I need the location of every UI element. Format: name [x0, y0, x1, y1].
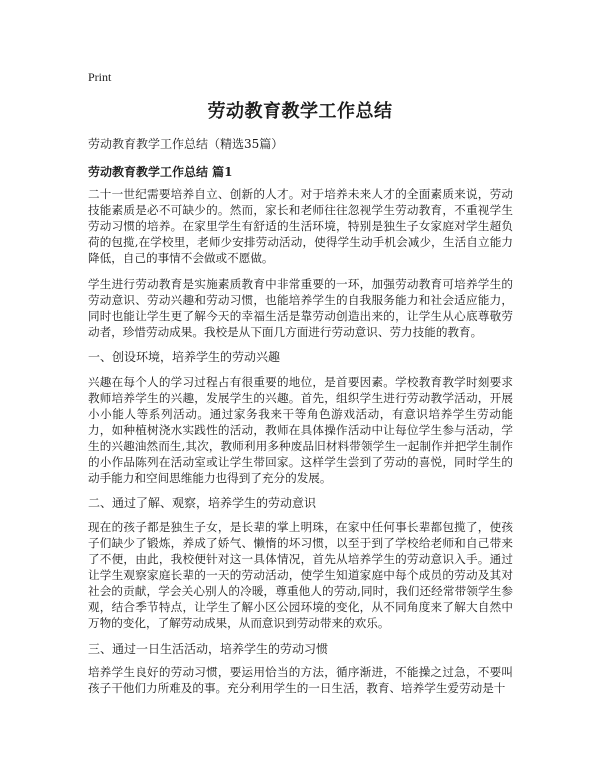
paragraph-importance: 学生进行劳动教育是实施素质教育中非常重要的一环，加强劳动教育可培养学生的劳动意识、劳动兴趣和劳动习惯，也能培养学生的自我服务能力和社会适应能力，同时也能让学生更了解今天的幸福生活是靠劳动创造出来的，让学生从心底尊敬劳动者，珍惜劳动成果。我校是从下面几方面进行劳动意识、劳力技能的教育。	[88, 277, 513, 339]
heading-habits: 三、通过一日生活活动，培养学生的劳动习惯	[88, 642, 329, 656]
print-link[interactable]: Print	[88, 70, 112, 84]
paragraph-awareness: 现在的孩子都是独生子女，是长辈的掌上明珠，在家中任何事长辈都包揽了，使孩子们缺少了锻炼，养成了娇气、懒惰的坏习惯，以至于到了学校给老师和自己带来了不便，由此，我校便针对这一具体情况，首先从培养学生的劳动意识入手。通过让学生观察家庭长辈的一天的劳动活动，使学生知道家庭中每个成员的劳动及其对社会的贡献，学会关心别人的冷暖，尊重他人的劳动,同时，我们还经常带领学生参观，结合季节特点，让学生了解小区公园环境的变化，从不同角度来了解大自然中万物的变化，了解劳动成果，从而意识到劳动带来的欢乐。	[88, 520, 513, 630]
paragraph-interest: 兴趣在每个人的学习过程占有很重要的地位，是首要因素。学校教育教学时刻要求教师培养学生的兴趣，发展学生的兴趣。首先，组织学生进行劳动教学活动，开展小小能人等系列活动。通过家务我来干等角色游戏活动，有意识培养学生劳动能力，如种植树浇水实践性的活动，教师在具体操作活动中让每位学生参与活动，学生的兴趣油然而生,其次，教师利用多种废品旧材料带领学生一起制作并把学生制作的小作品陈列在活动室或让学生带回家。这样学生尝到了劳动的喜悦，同时学生的动手能力和空间思维能力也得到了充分的发展。	[88, 375, 513, 485]
document-title: 劳动教育教学工作总结	[207, 101, 393, 122]
heading-awareness: 二、通过了解、观察，培养学生的劳动意识	[88, 496, 317, 510]
heading-interest: 一、创设环境，培养学生的劳动兴趣	[88, 350, 281, 364]
paragraph-habits: 培养学生良好的劳动习惯，要运用恰当的方法，循序渐进，不能操之过急，不要叫孩子干他们力所难及的事。充分利用学生的一日生活，教育、培养学生爱劳动是十	[88, 665, 513, 695]
paragraph-intro: 二十一世纪需要培养自立、创新的人才。对于培养未来人才的全面素质来说，劳动技能素质是必不可缺少的。然而，家长和老师往往忽视学生劳动教育，不重视学生劳动习惯的培养。在家里学生有舒适的生活环境，特别是独生子女家庭对学生超负荷的包揽,在学校里，老师少安排劳动活动，使得学生动手机会减少，生活自立能力降低，自己的事情不会做或不愿做。	[88, 187, 513, 265]
section-title: 劳动教育教学工作总结 篇1	[88, 165, 233, 179]
document-subtitle: 劳动教育教学工作总结（精选35篇）	[88, 137, 284, 151]
